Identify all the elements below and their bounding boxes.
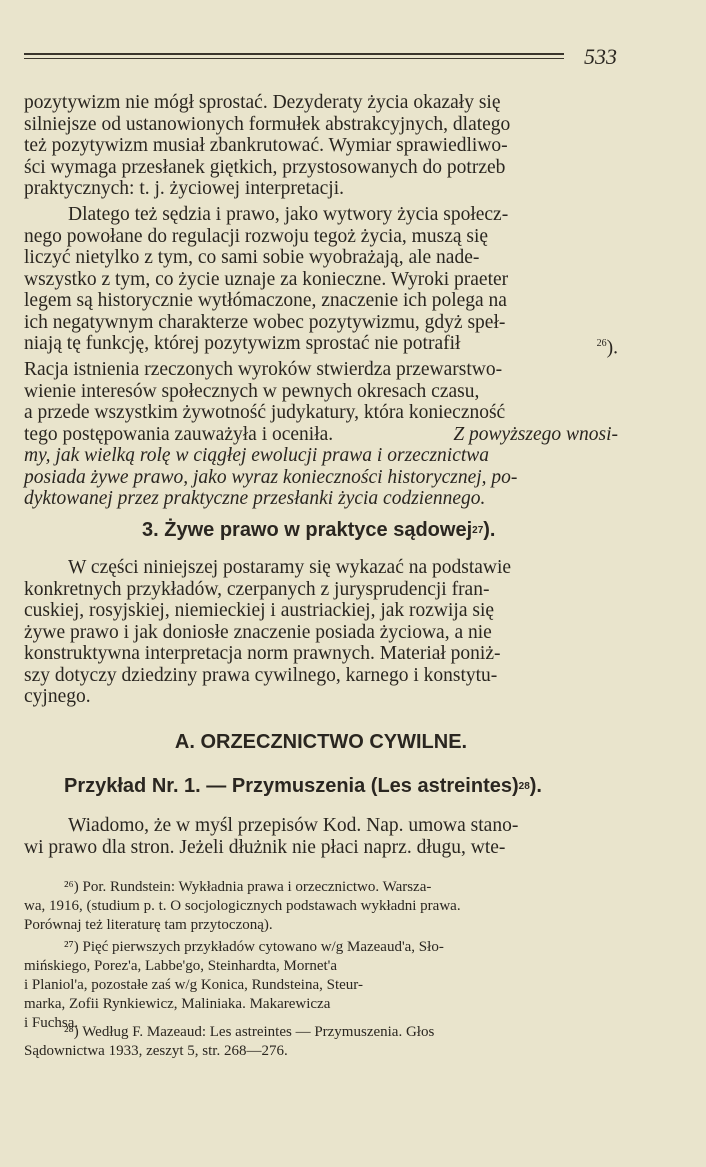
footnote-27 xyxy=(24,938,618,1033)
text-line: szy dotyczy dziedziny prawa cywilnego, karnego i konstytu- xyxy=(24,664,498,686)
text-segment: niają tę funkcję, której pozytywizm sprostać nie potrafił xyxy=(24,333,461,354)
example-title-tail: ). xyxy=(529,775,542,797)
text-line: nego powołane do regulacji rozwoju tegoż życia, muszą się xyxy=(24,225,489,247)
text-line: ich negatywnym charakterze wobec pozytywizmu, gdyż speł- xyxy=(24,311,506,333)
text-line: Dlatego też sędzia i prawo, jako wytwory życia społecz- xyxy=(68,204,509,225)
footnote-line: i Planiol'a, pozostałe zaś w/g Konica, Rundsteina, Steur- xyxy=(24,977,363,993)
page-number: 533 xyxy=(584,44,617,69)
footnote-line: wa, 1916, (studium p. t. O socjologicznych podstawach wykładni prawa. xyxy=(24,898,461,914)
text-line: cyjnego. xyxy=(24,686,91,707)
footnote-line: Sądownictwa 1933, zeszyt 5, str. 268—276. xyxy=(24,1043,288,1059)
section-title-tail: ). xyxy=(483,519,496,541)
heading-a xyxy=(24,732,618,754)
text-line: legem są historycznie wytłómaczone, znaczenie ich polega na xyxy=(24,290,507,311)
example-title: Przykład Nr. 1. — Przymuszenia (Les astreintes) xyxy=(64,775,519,797)
footnote-line: marka, Zofii Rynkiewicz, Maliniaka. Makarewicza xyxy=(24,996,331,1012)
footnote-26 xyxy=(24,878,618,935)
text-line: Wiadomo, że w myśl przepisów Kod. Nap. umowa stano- xyxy=(68,815,519,836)
text-line: silniejsze od ustanowionych formułek abstrakcyjnych, dlatego xyxy=(24,113,511,135)
text-line: żywe prawo i jak doniosłe znaczenie posiada życiowa, a nie xyxy=(24,621,492,643)
italic-segment: Z powyższego wnosi- xyxy=(453,423,618,445)
text-line-with-footnote xyxy=(24,333,618,359)
text-line: Racja istnienia rzeczonych wyroków stwierdza przewarstwo- xyxy=(24,359,503,380)
footnote-line: mińskiego, Porez'a, Labbe'go, Steinhardta, Mornet'a xyxy=(24,958,338,974)
paragraph-4 xyxy=(24,815,618,858)
text-line: konkretnych przykładów, czerpanych z jurysprudencji fran- xyxy=(24,578,490,600)
text-line: pozytywizm nie mógł sprostać. Dezyderaty życia okazały się xyxy=(24,92,501,113)
text-line: W części niniejszej postaramy się wykazać na podstawie xyxy=(68,557,512,578)
footnote-28 xyxy=(24,1023,618,1061)
text-line: liczyć nietylko z tym, co sami sobie wyobrażają, ale nade- xyxy=(24,247,480,268)
footnote-ref-number: 27 xyxy=(472,525,484,536)
text-line: praktycznych: t. j. życiowej interpretacji. xyxy=(24,178,344,199)
paragraph-2 xyxy=(24,204,618,510)
footnote-line: i Fuchsa. xyxy=(24,1015,79,1031)
italic-line: dyktowanej przez praktyczne przesłanki życia codziennego. xyxy=(24,488,486,509)
footnote-ref-number: 26 xyxy=(596,338,607,349)
text-line: wienie interesów społecznych w pewnych okresach czasu, xyxy=(24,380,480,402)
text-line: ści wymaga przesłanek giętkich, przystosowanych do potrzeb xyxy=(24,156,506,178)
footnote-line: ²⁶) Por. Rundstein: Wykładnia prawa i orzecznictwo. Warsza- xyxy=(64,879,432,895)
heading-a-title: A. ORZECZNICTWO CYWILNE. xyxy=(174,731,468,753)
footnote-line: ²⁸) Według F. Mazeaud: Les astreintes — Przymuszenia. Głos xyxy=(64,1024,435,1040)
text-line: konstruktywna interpretacja norm prawnych. Materiał poniż- xyxy=(24,643,501,664)
footnote-ref: $^{26}$). xyxy=(596,337,618,359)
section-3-heading xyxy=(24,520,618,546)
text-line: cuskiej, rosyjskiej, niemieckiej i austriackiej, jak rozwija się xyxy=(24,600,495,621)
text-line-mixed xyxy=(24,424,618,446)
paragraph-3 xyxy=(24,557,618,708)
example-1-heading xyxy=(24,776,618,802)
italic-line: my, jak wielką rolę w ciągłej ewolucji prawa i orzecznictwa xyxy=(24,445,490,466)
text-segment: tego postępowania zauważyła i oceniła. xyxy=(24,423,334,445)
footnote-line: ²⁷) Pięć pierwszych przykładów cytowano w/g Mazeaud'a, Sło- xyxy=(64,939,444,955)
text-line: wi prawo dla stron. Jeżeli dłużnik nie płaci naprz. długu, wte- xyxy=(24,836,506,858)
section-title: 3. Żywe prawo w praktyce sądowej xyxy=(142,519,473,541)
top-rule xyxy=(24,53,564,55)
footnote-ref-number: 28 xyxy=(518,781,530,792)
paragraph-1 xyxy=(24,92,618,200)
footnote-line: Porównaj też literaturę tam przytoczoną). xyxy=(24,917,273,933)
text-line: wszystko z tym, co życie uznaje za konieczne. Wyroki praeter xyxy=(24,268,509,290)
text-line: a przede wszystkim żywotność judykatury, która konieczność xyxy=(24,402,506,423)
text-line: też pozytywizm musiał zbankrutować. Wymiar sprawiedliwo- xyxy=(24,135,508,156)
italic-line: posiada żywe prawo, jako wyraz konieczności historycznej, po- xyxy=(24,466,518,488)
top-rule-thin xyxy=(24,58,564,59)
